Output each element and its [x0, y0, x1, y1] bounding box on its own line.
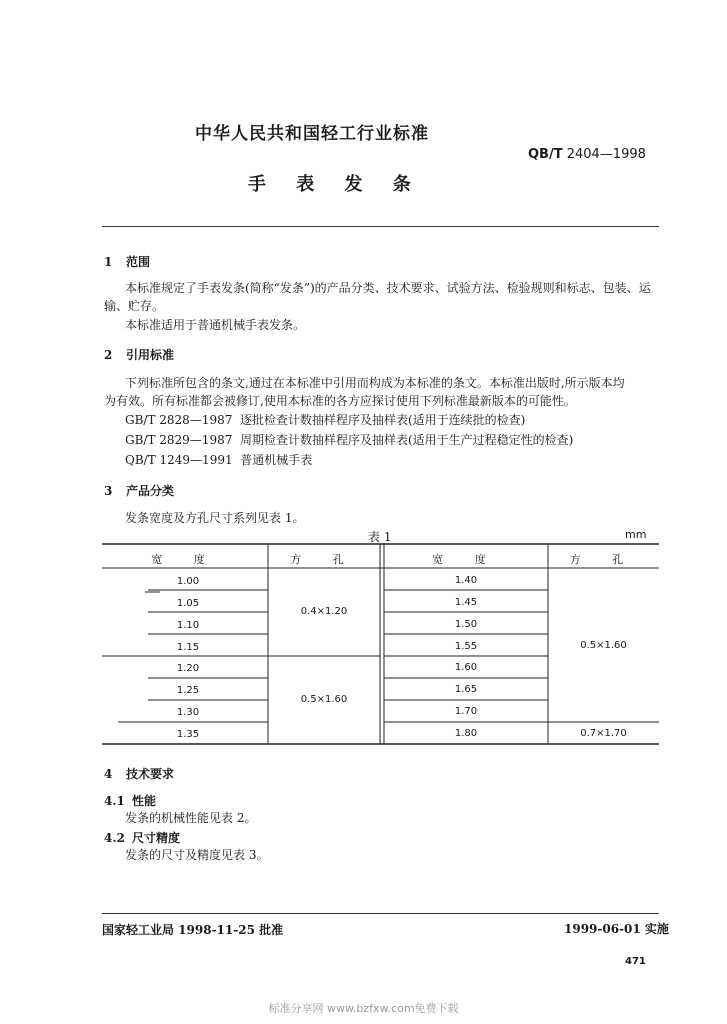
section-1-title: 范围 [126, 255, 151, 269]
section-3-title: 产品分类 [126, 484, 175, 498]
reference-code: GB/T 2828—1987 [125, 413, 233, 427]
document-title: 手 表 发 条 [248, 174, 423, 195]
reference-code: QB/T 1249—1991 [125, 453, 233, 467]
table-cell: 1.10 [176, 620, 200, 631]
section-4-title: 技术要求 [126, 767, 175, 781]
reference-item [125, 431, 573, 449]
section-1-para1-line2: 输、贮存。 [104, 299, 165, 313]
section-2-para-line2: 为有效。所有标准都会被修订,使用本标准的各方应探讨使用下列标准最新版本的可能性。 [104, 394, 576, 408]
section-1-para2: 本标准适用于普通机械手表发条。 [125, 318, 306, 332]
table-header-width-right: 宽 度 [432, 553, 500, 566]
reference-title: 逐批检查计数抽样程序及抽样表(适用于连续批的检查) [239, 413, 526, 427]
table-header-hole-right: 方 孔 [569, 553, 638, 566]
reference-title: 普通机械手表 [240, 453, 313, 467]
section-1-heading [104, 253, 150, 270]
table-cell: 0.5×1.60 [300, 694, 348, 705]
reference-item [125, 411, 525, 429]
table-cell: 1.40 [454, 575, 478, 586]
reference-code: GB/T 2829—1987 [125, 433, 233, 447]
table-cell: 1.15 [176, 642, 200, 653]
standard-code [528, 147, 646, 162]
table-cell: 1.35 [176, 729, 200, 740]
section-4-1-title: 性能 [132, 794, 157, 808]
section-1-number: 1 [104, 255, 113, 269]
standard-code-number: 2404—1998 [566, 147, 646, 162]
section-3-number: 3 [104, 484, 113, 498]
section-4-2-title: 尺寸精度 [132, 831, 181, 845]
table-cell: 1.70 [454, 706, 478, 717]
watermark-text: 标准分享网 www.bzfxw.com免费下载 [268, 1002, 459, 1015]
table-cell: 1.00 [176, 576, 200, 587]
table-cell: 0.7×1.70 [580, 728, 627, 739]
table-cell: 1.30 [176, 707, 200, 718]
section-4-number: 4 [104, 767, 113, 781]
page-number: 471 [625, 956, 646, 967]
table-header-width-left: 宽 度 [151, 553, 219, 566]
table-cell: 1.05 [176, 598, 200, 609]
table-cell: 0.5×1.60 [580, 640, 627, 651]
section-2-para-line1: 下列标准所包含的条文,通过在本标准中引用而构成为本标准的条文。本标准出版时,所示版本均 [125, 376, 625, 390]
section-3-heading [104, 482, 174, 499]
section-4-1-para: 发条的机械性能见表 2。 [125, 811, 257, 825]
section-2-title: 引用标准 [126, 348, 175, 362]
section-4-2-heading [104, 829, 180, 846]
section-4-1-number: 4.1 [104, 794, 125, 808]
footer-divider [102, 913, 659, 914]
header-divider [102, 226, 659, 227]
section-4-1-heading [104, 792, 156, 809]
section-4-2-number: 4.2 [104, 831, 125, 845]
standard-code-prefix: QB/T [528, 147, 563, 162]
section-3-para: 发条宽度及方孔尺寸系列见表 1。 [125, 511, 305, 525]
approval-date: 国家轻工业局 1998-11-25 批准 [102, 923, 284, 937]
table-cell: 1.80 [454, 728, 478, 739]
table-cell: 1.55 [454, 641, 478, 652]
table-header-hole-left: 方 孔 [290, 553, 358, 566]
table-1-unit: mm [625, 528, 647, 541]
table-cell: 1.25 [176, 685, 200, 696]
table-cell: 1.50 [454, 619, 478, 630]
table-cell: 1.45 [454, 597, 478, 608]
table-1-caption: 表 1 [368, 530, 392, 544]
section-4-heading [104, 765, 174, 782]
section-2-number: 2 [104, 348, 113, 362]
effective-date: 1999-06-01 实施 [564, 922, 669, 936]
section-1-para1-line1: 本标准规定了手表发条(简称“发条”)的产品分类、技术要求、试验方法、检验规则和标志、包装、运 [125, 281, 651, 295]
table-cell: 1.20 [176, 663, 200, 674]
standard-title: 中华人民共和国轻工行业标准 [195, 124, 429, 144]
table-cell: 0.4×1.20 [300, 606, 348, 617]
table-cell: 1.65 [454, 684, 478, 695]
table-cell: 1.60 [454, 662, 478, 673]
reference-item [125, 451, 312, 469]
section-4-2-para: 发条的尺寸及精度见表 3。 [125, 848, 269, 862]
section-2-heading [104, 346, 174, 363]
reference-title: 周期检查计数抽样程序及抽样表(适用于生产过程稳定性的检查) [239, 433, 574, 447]
